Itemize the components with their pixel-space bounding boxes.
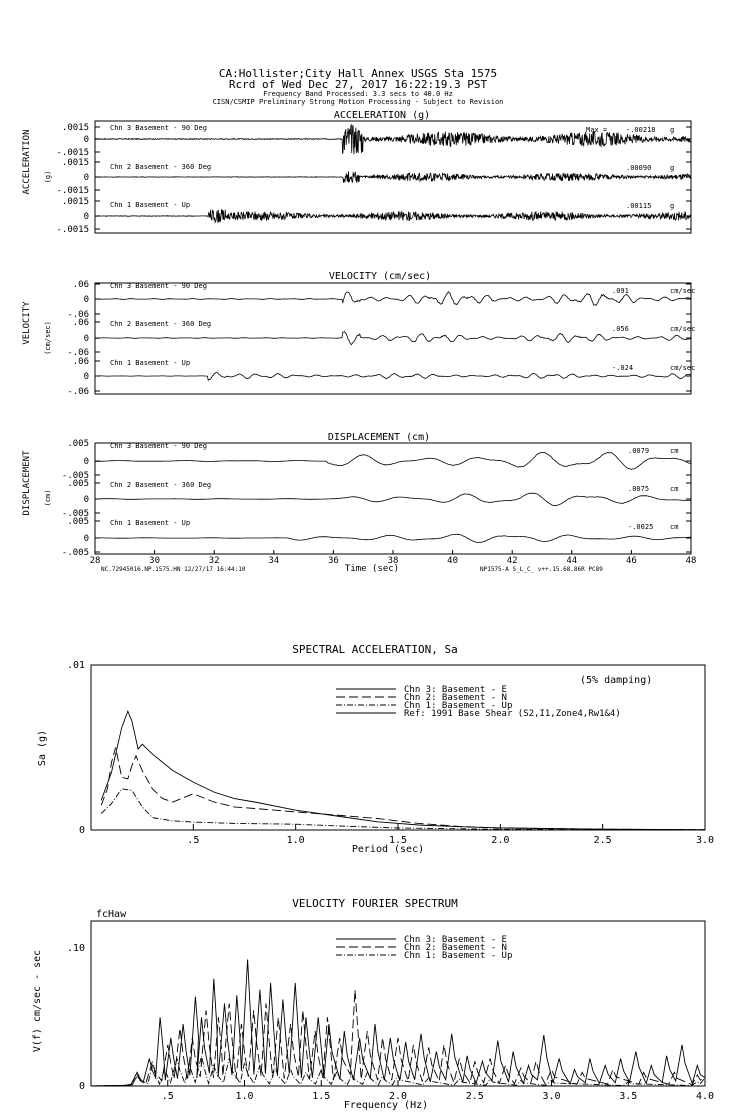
x-tick-label: 46 [625,556,637,566]
fs-title: VELOCITY FOURIER SPECTRUM [292,897,458,910]
fs-x-tick-label: .5 [161,1091,174,1102]
y-tick-label: .06 [72,280,89,290]
fs-legend-label: Chn 1: Basement - Up [404,951,513,961]
displacement-title: DISPLACEMENT (cm) [327,432,431,443]
x-tick-label: 44 [566,556,578,566]
sa-x-tick-label: 2.5 [593,835,612,846]
channel-label: Chn 3 Basement - 90 Deg [110,282,207,290]
record-time: Rcrd of Wed Dec 27, 2017 16:22:19.3 PST [228,78,488,91]
acceleration-unit-label: (g) [44,170,52,184]
sa-series-1 [101,711,705,830]
displacement-unit-label: (cm) [44,489,52,507]
sa-legend-label: Chn 2: Basement - N [404,693,507,703]
fs-ytick-zero: 0 [78,1081,85,1092]
displacement-frame [95,443,691,554]
peak-unit: g [670,126,675,134]
y-tick-label: .06 [72,318,89,328]
fs-frequency-label: Frequency (Hz) [343,1100,429,1111]
x-tick-label: 34 [268,556,280,566]
peak-unit: cm/sec [670,287,696,295]
peak-value: .091 [612,287,629,295]
velocity-axis-label: VELOCITY [22,301,32,345]
fs-x-tick-label: 3.5 [619,1091,638,1102]
peak-unit: g [670,202,675,210]
time-axis-label: Time (sec) [344,564,400,574]
trace-acceleration-3 [95,209,691,223]
fs-series-1 [91,960,705,1087]
velocity-fourier-panel [32,897,705,1111]
peak-unit: cm/sec [670,364,696,372]
sa-ytick-zero: 0 [78,825,85,836]
y-tick-label: .0015 [61,123,89,133]
fs-series-2 [91,990,705,1086]
displacement-panel [22,432,691,574]
sa-frame [91,665,705,830]
fs-x-tick-label: 2.5 [465,1091,484,1102]
fs-axis-label: V(f) cm/sec - sec [32,949,43,1053]
y-tick-label: .06 [72,357,89,367]
station-title: CA:Hollister;City Hall Annex USGS Sta 1575 [218,67,498,80]
sa-x-tick-label: 3.0 [695,835,715,846]
peak-value: .0079 [628,447,650,455]
y-tick-label: -.06 [67,310,89,320]
fs-x-tick-label: 1.5 [312,1091,331,1102]
y-tick-label: 0 [83,457,89,467]
fs-x-tick-label: 3.0 [542,1091,561,1102]
peak-unit: g [670,164,675,172]
chart-marks [56,123,714,1102]
y-tick-label: 0 [83,295,89,305]
sa-axis-label: Sa (g) [37,729,48,767]
peak-unit: cm [670,485,679,493]
y-tick-label: -.06 [67,387,89,397]
channel-label: Chn 1 Basement - Up [110,359,191,367]
fs-corner-label: fcHaw [96,909,127,920]
trace-velocity-2 [95,332,691,345]
peak-value: .00115 [626,202,652,210]
velocity-frame [95,283,691,394]
fs-ytick-ten: .10 [66,943,85,954]
y-tick-label: -.0015 [56,186,89,196]
trace-velocity-1 [95,292,691,306]
sa-series-2 [101,748,705,830]
sa-x-tick-label: 2.0 [491,835,510,846]
channel-label: Chn 2 Basement - 360 Deg [110,320,212,328]
peak-value: .00090 [626,164,652,172]
footer-left: NC.72945016.NP.1575.HN 12/27/17 16:44:10 [101,566,246,573]
fs-frame [91,921,705,1086]
y-tick-label: 0 [83,135,89,145]
y-tick-label: .0015 [61,158,89,168]
peak-unit: cm [670,523,679,531]
y-tick-label: .005 [67,479,89,489]
displacement-axis-label: DISPLACEMENT [22,450,32,516]
y-tick-label: -.005 [61,548,89,558]
footer-right: NP1575-A S_L_C_ v++.15.68.86R PC89 [480,566,603,573]
x-tick-label: 38 [387,556,399,566]
trace-displacement-1 [95,452,691,469]
velocity-title: VELOCITY (cm/sec) [328,271,432,282]
processing-note: CISN/CSMIP Preliminary Strong Motion Processing - Subject to Revision [212,98,504,106]
max-label: Max = [586,126,608,134]
fs-x-tick-label: 2.0 [388,1091,408,1102]
fs-x-tick-label: 1.0 [235,1091,254,1102]
y-tick-label: 0 [83,212,89,222]
channel-label: Chn 1 Basement - Up [110,519,191,527]
y-tick-label: 0 [83,372,89,382]
x-tick-label: 42 [506,556,518,566]
trace-velocity-3 [95,373,691,381]
trace-displacement-2 [95,493,691,506]
channel-label: Chn 2 Basement - 360 Deg [110,481,212,489]
y-tick-label: .005 [67,439,89,449]
damping-note: (5% damping) [580,675,653,686]
peak-value: -.00218 [626,126,656,134]
sa-x-tick-label: 1.0 [286,835,305,846]
x-tick-label: 30 [149,556,161,566]
acceleration-axis-label: ACCELERATION [22,129,32,195]
peak-unit: cm/sec [670,325,696,333]
channel-label: Chn 3 Basement - 90 Deg [110,442,207,450]
acceleration-title: ACCELERATION (g) [333,110,431,121]
y-tick-label: -.005 [61,509,89,519]
y-tick-label: -.06 [67,348,89,358]
y-tick-label: 0 [83,173,89,183]
sa-period-label: Period (sec) [351,844,425,855]
y-tick-label: .005 [67,517,89,527]
y-tick-label: 0 [83,334,89,344]
x-tick-label: 40 [447,556,459,566]
fs-legend-label: Chn 3: Basement - E [404,935,507,945]
x-tick-label: 32 [208,556,220,566]
y-tick-label: 0 [83,495,89,505]
y-tick-label: -.0015 [56,225,89,235]
sa-legend-label: Chn 3: Basement - E [404,685,507,695]
y-tick-label: -.005 [61,471,89,481]
x-tick-label: 36 [327,556,339,566]
y-tick-label: 0 [83,534,89,544]
trace-acceleration-2 [95,171,691,183]
y-tick-label: -.0015 [56,148,89,158]
sa-x-tick-label: 1.5 [388,835,408,846]
peak-unit: cm [670,447,679,455]
sa-x-tick-label: .5 [187,835,200,846]
channel-label: Chn 3 Basement - 90 Deg [110,124,207,132]
spectral-acceleration-panel [37,643,705,855]
velocity-unit-label: (cm/sec) [44,321,52,355]
peak-value: -.024 [612,364,634,372]
peak-value: .056 [612,325,629,333]
sa-ytick-top: .01 [66,660,85,671]
fs-x-tick-label: 4.0 [695,1091,715,1102]
frequency-band: Frequency Band Processed: 3.3 secs to 40.0 Hz [263,90,453,98]
x-tick-label: 48 [685,556,697,566]
y-tick-label: .0015 [61,197,89,207]
x-tick-label: 28 [89,556,101,566]
peak-value: .0075 [628,485,650,493]
sa-title: SPECTRAL ACCELERATION, Sa [292,643,458,656]
trace-displacement-3 [95,534,691,542]
channel-label: Chn 1 Basement - Up [110,201,191,209]
fs-legend-label: Chn 2: Basement - N [404,943,507,953]
sa-legend-label: Ref: 1991 Base Shear (S2,I1,Zone4,Rw1&4) [404,709,621,719]
channel-label: Chn 2 Basement - 360 Deg [110,163,212,171]
sa-legend-label: Chn 1: Basement - Up [404,701,513,711]
peak-value: -.0025 [628,523,654,531]
